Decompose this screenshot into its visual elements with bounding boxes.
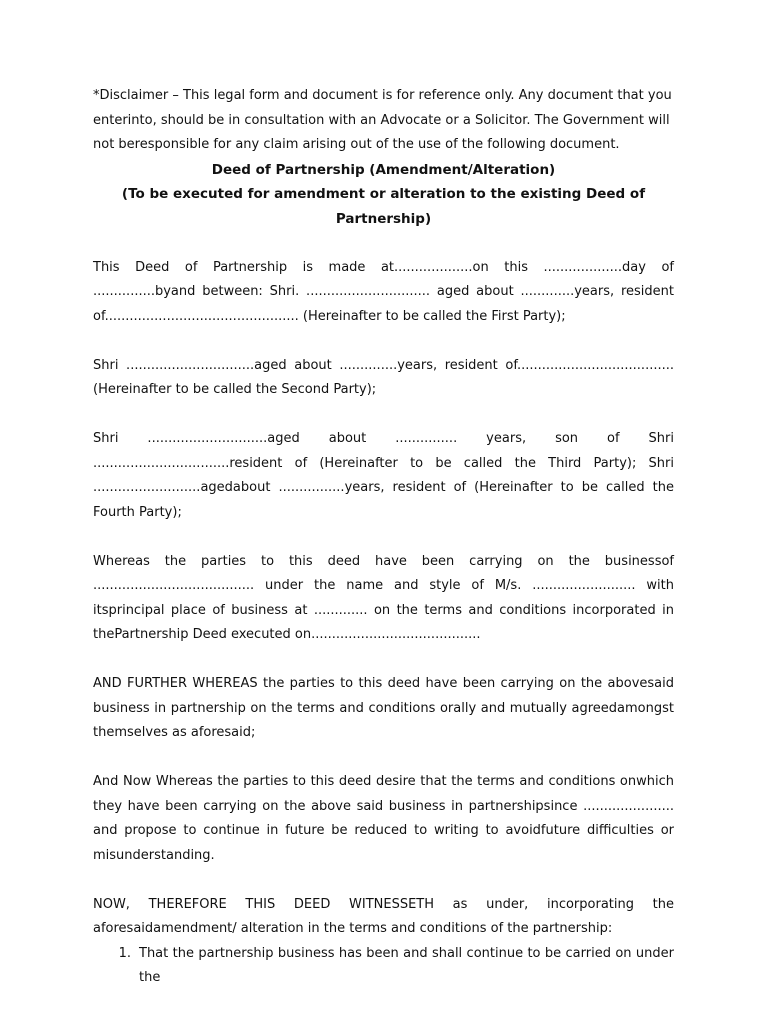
paragraph-first-party: This Deed of Partnership is made at...................on this ...................day of ...............byand between: Shri. .............................. aged about .............years, resident of............................................... (Hereinafter to be called the First Party); bbox=[93, 259, 674, 324]
paragraph-third-fourth-party: Shri .............................aged about ............... years, son of Shri .................................resident of (Hereinafter to be called the Third Party); Shri ..........................agedabout ................years, resident of (Hereinafter to be called the Fourth Party); bbox=[93, 431, 674, 520]
paragraph-now-whereas: And Now Whereas the parties to this deed desire that the terms and conditions onwhich they have been carrying on the above said business in partnershipsince ...................... and propose to continue in future be reduced to writing to avoidfuture difficulties or misunderstanding. bbox=[93, 774, 674, 863]
paragraph-second-party: Shri ...............................aged about ..............years, resident of...................................... (Hereinafter to be called the Second Party); bbox=[93, 357, 674, 397]
document-title: Deed of Partnership (Amendment/Alteration) bbox=[211, 161, 556, 178]
document-body bbox=[93, 84, 674, 991]
document-subtitle: (To be executed for amendment or alteration to the existing Deed of Partnership) bbox=[121, 186, 646, 227]
paragraph-further-whereas: AND FURTHER WHEREAS the parties to this deed have been carrying on the abovesaid business in partnership on the terms and conditions orally and mutually agreedamongst themselves as aforesaid; bbox=[93, 676, 674, 740]
paragraph-witnesseth: NOW, THEREFORE THIS DEED WITNESSETH as under, incorporating the aforesaidamendment/ alteration in the terms and conditions of the partnership: bbox=[93, 896, 674, 936]
list-item-text: That the partnership business has been and shall continue to be carried on under the bbox=[139, 945, 674, 985]
disclaimer-text: *Disclaimer – This legal form and document is for reference only. Any document that you enterinto, should be in consultation with an Advocate or a Solicitor. The Government will not beresponsible for any claim arising out of the use of the following document. bbox=[93, 88, 672, 152]
terms-list bbox=[93, 942, 674, 991]
paragraph-whereas: Whereas the parties to this deed have been carrying on the businessof ....................................... under the name and style of M/s. ......................... with itsprincipal place of business at ............. on the terms and conditions incorporated in thePartnership Deed executed on......................................... bbox=[93, 553, 674, 642]
list-item bbox=[93, 942, 674, 991]
list-item-number: 1. bbox=[118, 945, 131, 961]
